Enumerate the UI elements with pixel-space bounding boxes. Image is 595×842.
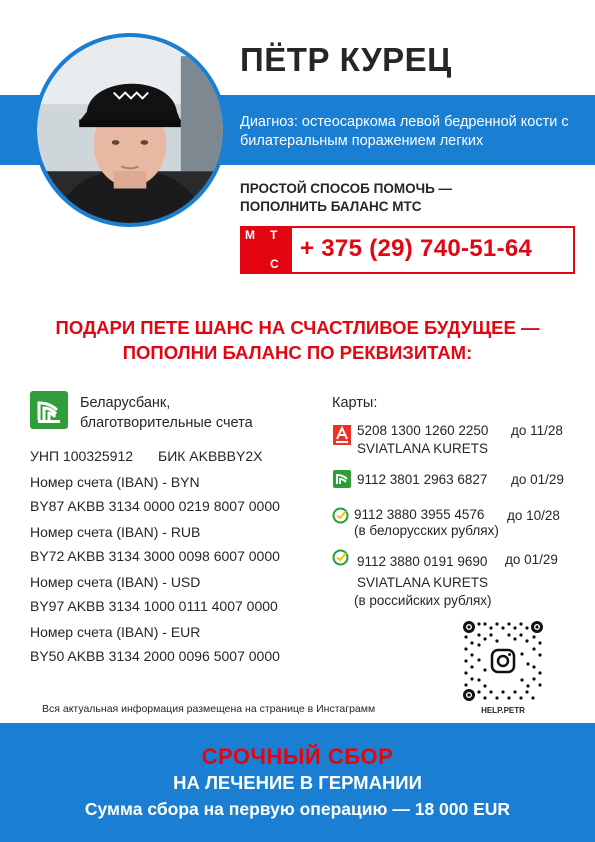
belarusbank-icon xyxy=(30,391,68,429)
account-label-rub: Номер счета (IBAN) - RUB xyxy=(30,524,201,540)
card-holder-1: SVIATLANA KURETS xyxy=(357,441,489,456)
card-expiry-4: до 01/29 xyxy=(505,552,558,567)
patient-name: ПЁТР КУРЕЦ xyxy=(240,41,452,78)
card-number-1[interactable]: 5208 1300 1260 2250 xyxy=(357,423,489,438)
belarusbank-card-icon xyxy=(333,470,351,488)
account-iban-usd[interactable]: BY97 AKBB 3134 1000 0111 4007 0000 xyxy=(30,598,278,614)
qr-label: HELP.PETR xyxy=(481,706,525,715)
card-expiry-3: до 10/28 xyxy=(507,508,560,523)
mts-logo-letter-s: С xyxy=(270,257,279,271)
bank-name-line1: Беларусбанк, xyxy=(80,395,171,411)
patient-photo xyxy=(33,33,227,227)
urgent-title: СРОЧНЫЙ СБОР xyxy=(201,744,394,769)
card-number-3[interactable]: 9112 3880 3955 4576 xyxy=(354,507,485,522)
card-note-4: (в российских рублях) xyxy=(354,593,492,608)
mts-logo-letter-t: Т xyxy=(270,228,278,242)
sber-icon xyxy=(332,507,349,524)
bank-name-line2: благотворительные счета xyxy=(80,415,253,431)
bank-name xyxy=(80,393,253,433)
instagram-note: Вся актуальная информация размещена на странице в Инстаграмм xyxy=(42,703,376,715)
account-label-byn: Номер счета (IBAN) - BYN xyxy=(30,474,200,490)
alfa-bank-icon xyxy=(333,425,351,445)
mts-help-line1: ПРОСТОЙ СПОСОБ ПОМОЧЬ — xyxy=(240,181,453,196)
sber-icon xyxy=(332,549,349,566)
instagram-qr-code[interactable] xyxy=(462,620,544,702)
belarusbank-logo xyxy=(30,391,68,429)
account-label-usd: Номер счета (IBAN) - USD xyxy=(30,574,201,590)
mts-phone-number[interactable]: + 375 (29) 740-51-64 xyxy=(300,235,533,262)
card-number-2[interactable]: 9112 3801 2963 6827 xyxy=(357,472,488,487)
cards-title: Карты: xyxy=(332,395,378,411)
account-label-eur: Номер счета (IBAN) - EUR xyxy=(30,624,201,640)
urgent-amount: Сумма сбора на первую операцию — 18 000 EUR xyxy=(84,799,511,819)
urgent-subtitle: НА ЛЕЧЕНИЕ В ГЕРМАНИИ xyxy=(173,772,422,793)
bank-bik: БИК AKBBBY2X xyxy=(158,448,263,464)
card-expiry-2: до 01/29 xyxy=(511,472,564,487)
slogan-line1: ПОДАРИ ПЕТЕ ШАНС НА СЧАСТЛИВОЕ БУДУЩЕЕ — xyxy=(55,317,540,338)
mts-logo-letter-m: М xyxy=(245,228,255,242)
mts-help-line2: ПОПОЛНИТЬ БАЛАНС МТС xyxy=(240,199,422,214)
card-number-4[interactable]: 9112 3880 0191 9690 xyxy=(357,554,488,569)
mts-help-title xyxy=(240,180,585,216)
diagnosis-text: Диагноз: остеосаркома левой бедренной кости с билатеральным поражением легких xyxy=(240,114,569,149)
card-expiry-1: до 11/28 xyxy=(511,423,563,438)
bank-unp: УНП 100325912 xyxy=(30,448,134,464)
portrait-image xyxy=(37,37,223,223)
card-note-3: (в белорусских рублях) xyxy=(354,523,499,538)
account-iban-rub[interactable]: BY72 AKBB 3134 3000 0098 6007 0000 xyxy=(30,548,280,564)
slogan-line2: ПОПОЛНИ БАЛАНС ПО РЕКВИЗИТАМ: xyxy=(122,342,473,363)
card-holder-4: SVIATLANA KURETS xyxy=(357,575,489,590)
mts-logo xyxy=(240,226,290,274)
account-iban-byn[interactable]: BY87 AKBB 3134 0000 0219 8007 0000 xyxy=(30,498,280,514)
account-iban-eur[interactable]: BY50 AKBB 3134 2000 0096 5007 0000 xyxy=(30,648,280,664)
